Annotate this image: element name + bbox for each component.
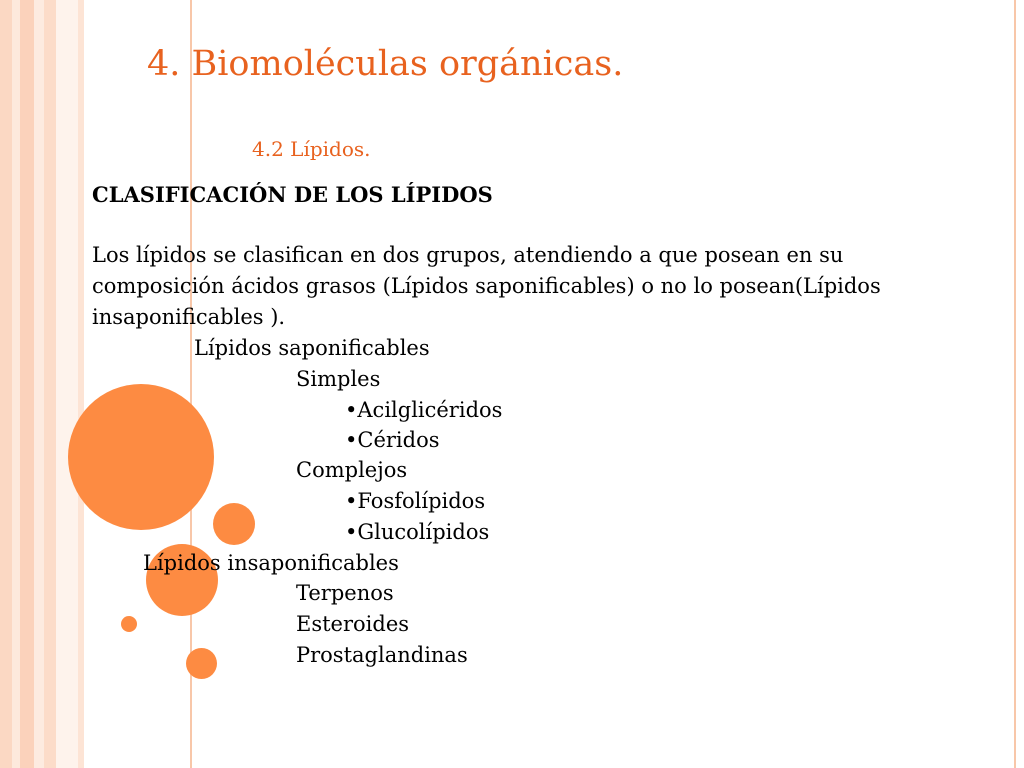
outline-item: •Fosfolípidos	[345, 489, 486, 513]
outline-item: Lípidos saponificables	[194, 336, 430, 360]
outline-item: •Acilglicéridos	[345, 398, 503, 422]
outline-item: Terpenos	[296, 581, 394, 605]
decorative-stripe	[20, 0, 34, 768]
decorative-stripe	[34, 0, 44, 768]
decorative-stripe	[12, 0, 20, 768]
decorative-circle	[186, 648, 217, 679]
decorative-stripe	[44, 0, 56, 768]
outline-item: Complejos	[296, 458, 408, 482]
outline-item: •Glucolípidos	[345, 520, 490, 544]
body-paragraph: Los lípidos se clasifican en dos grupos, atendiendo a que posean en su composición ácidos grasos (Lípidos saponificables) o no lo posean(Lípidos insaponificables ).	[92, 243, 881, 329]
slide-subtitle: 4.2 Lípidos.	[252, 137, 371, 161]
slide-title: 4. Biomoléculas orgánicas.	[147, 44, 624, 84]
outline-item: Esteroides	[296, 612, 410, 636]
decorative-circle-large	[68, 384, 214, 530]
section-heading: CLASIFICACIÓN DE LOS LÍPIDOS	[92, 182, 493, 207]
decorative-circle	[213, 503, 255, 545]
outline-item: Lípidos insaponificables	[143, 551, 399, 575]
decorative-stripe	[1014, 0, 1016, 768]
outline-item: •Céridos	[345, 428, 440, 452]
decorative-stripe	[0, 0, 12, 768]
decorative-stripe	[78, 0, 84, 768]
decorative-stripe	[56, 0, 78, 768]
outline-item: Prostaglandinas	[296, 643, 468, 667]
decorative-circle-small	[121, 616, 137, 632]
outline-item: Simples	[296, 367, 381, 391]
